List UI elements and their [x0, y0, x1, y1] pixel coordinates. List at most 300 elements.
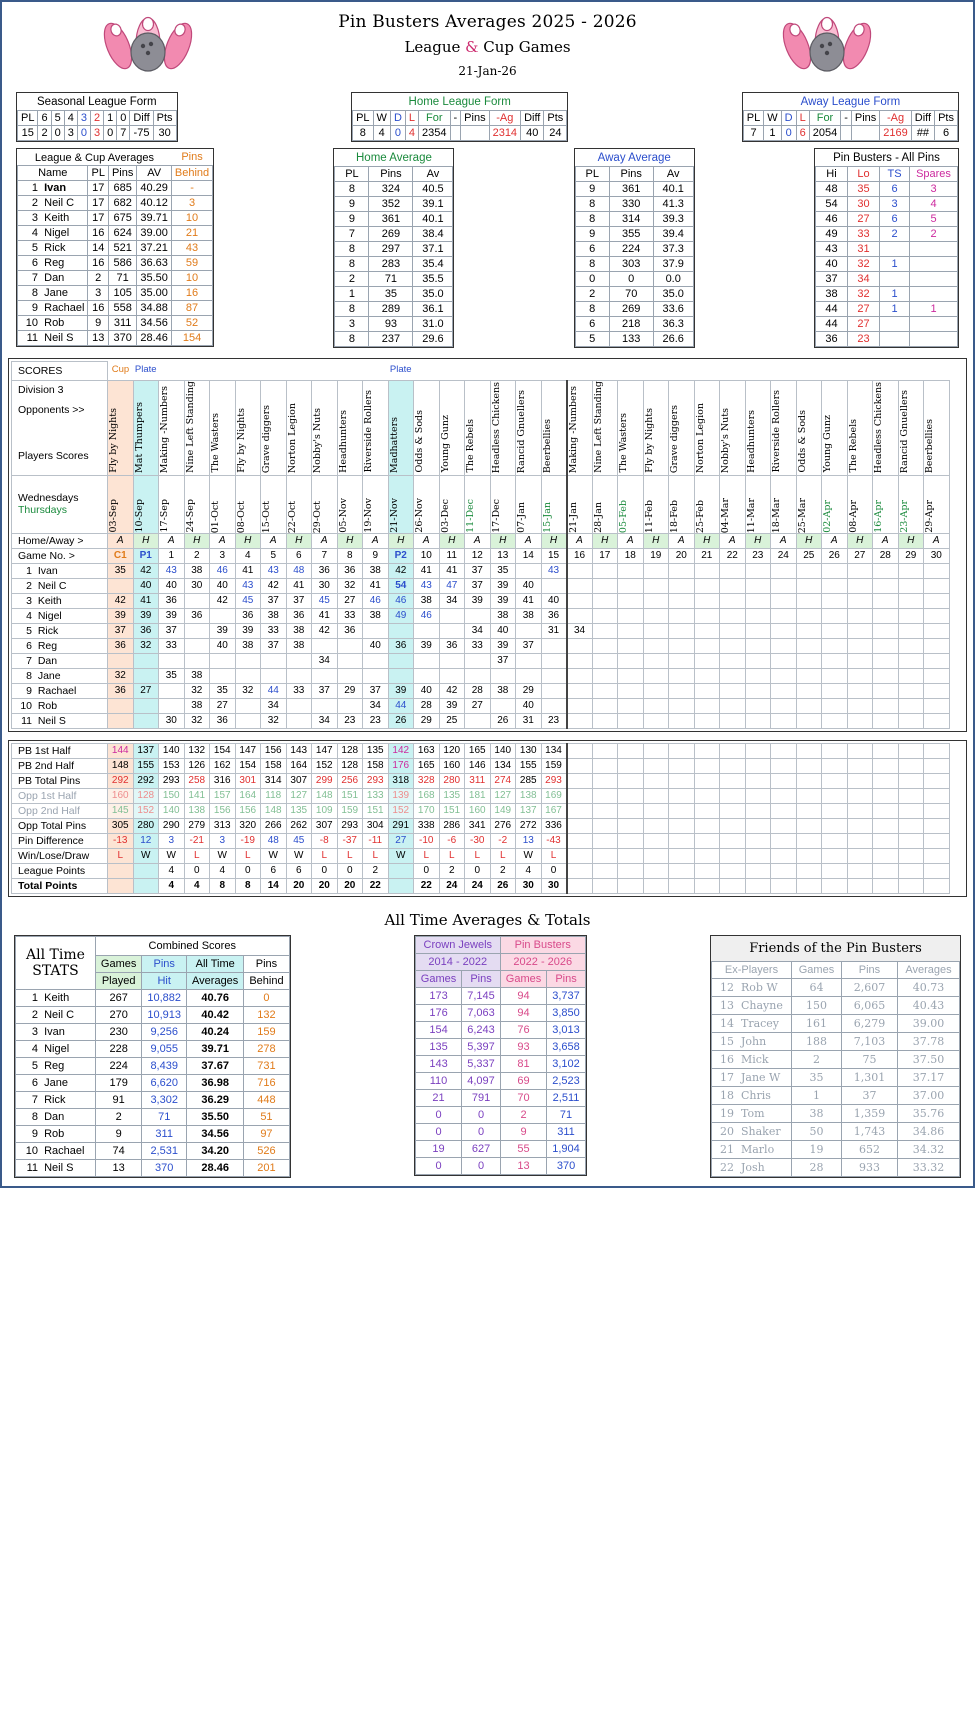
- home-away-6: A: [261, 533, 287, 548]
- sf-v-5: 3: [90, 126, 103, 141]
- sf-v-8: -75: [130, 126, 153, 141]
- ap-2-2: 6: [880, 212, 910, 227]
- aa-10-1: 133: [609, 332, 653, 347]
- fr-h-ex: Ex-Players: [711, 961, 791, 978]
- score-neil-c-27: [796, 578, 822, 593]
- totals-6-13: -6: [439, 833, 465, 848]
- score-neil-s-22: [669, 713, 695, 728]
- score-reg-23: [694, 638, 720, 653]
- af-v-ag: 2169: [880, 126, 911, 141]
- ap-4-3: [910, 242, 958, 257]
- totals-6-29: [847, 833, 873, 848]
- totals-3-3: 141: [184, 788, 210, 803]
- score-dan-10: [363, 653, 389, 668]
- totals-3-18: [567, 788, 593, 803]
- game-no-12: 10: [414, 548, 440, 563]
- alltime-pins-6: 3,302: [142, 1091, 187, 1108]
- lca-pins-6: 71: [108, 271, 136, 286]
- cj-games-3: 135: [415, 1038, 461, 1055]
- totals-9-24: [720, 878, 746, 893]
- date-14: [465, 475, 491, 533]
- cj-games-2: 154: [415, 1021, 461, 1038]
- score-rob-1: [133, 698, 159, 713]
- lca-name-2: 3 Keith: [18, 211, 88, 226]
- score-jane-2: 35: [159, 668, 185, 683]
- totals-6-4: 3: [210, 833, 236, 848]
- opponent-name: Fly by Nights: [108, 408, 119, 473]
- friends-table: [711, 961, 960, 1177]
- totals-1-16: 155: [516, 758, 542, 773]
- totals-0-0: 144: [108, 743, 134, 758]
- score-nigel-25: [745, 608, 771, 623]
- totals-8-8: 0: [312, 863, 338, 878]
- score-neil-s-27: [796, 713, 822, 728]
- date-20: [618, 475, 644, 533]
- home-away-10: A: [363, 533, 389, 548]
- totals-6-9: -37: [337, 833, 363, 848]
- table-row: [12, 578, 950, 593]
- alltime-pins-7: 71: [142, 1108, 187, 1125]
- opponent-23: [694, 381, 720, 476]
- table-row: [575, 257, 693, 272]
- cj-h-pins: Pins: [462, 970, 501, 987]
- game-no-25: 23: [745, 548, 771, 563]
- opponent-20: [618, 381, 644, 476]
- totals-0-27: [796, 743, 822, 758]
- table-row: [816, 242, 958, 257]
- score-neil-c-8: 30: [312, 578, 338, 593]
- score-rachael-23: [694, 683, 720, 698]
- totals-4-32: [924, 803, 950, 818]
- table-row: [12, 788, 950, 803]
- alltime-pins-0: 10,882: [142, 989, 187, 1006]
- af-h-diff: Diff: [911, 111, 934, 126]
- opponent-5: [235, 381, 261, 476]
- ha-8-2: 36.1: [413, 302, 453, 317]
- totals-0-30: [873, 743, 899, 758]
- totals-6-14: -30: [465, 833, 491, 848]
- table-row: [816, 317, 958, 332]
- table-row: [12, 833, 950, 848]
- totals-3-15: 127: [490, 788, 516, 803]
- ap-1-2: 3: [880, 197, 910, 212]
- player-row-reg: 6 Reg: [12, 638, 108, 653]
- totals-label-4: Opp 2nd Half: [12, 803, 108, 818]
- ha-7-2: 35.0: [413, 287, 453, 302]
- totals-4-18: [567, 803, 593, 818]
- score-neil-s-8: 34: [312, 713, 338, 728]
- home-away-4: A: [210, 533, 236, 548]
- lca-behind-3: 21: [171, 226, 212, 241]
- table-row: [18, 226, 213, 241]
- totals-3-24: [720, 788, 746, 803]
- score-dan-5: [235, 653, 261, 668]
- tag-col-22: [669, 362, 695, 377]
- totals-1-11: 176: [388, 758, 414, 773]
- sf-h-4: 3: [77, 111, 90, 126]
- aa-h-pins: Pins: [609, 167, 653, 182]
- score-rachael-29: [847, 683, 873, 698]
- score-reg-24: [720, 638, 746, 653]
- totals-7-25: [745, 848, 771, 863]
- score-jane-24: [720, 668, 746, 683]
- tag-col-30: [873, 362, 899, 377]
- score-jane-23: [694, 668, 720, 683]
- opponent-name: Riverside Rollers: [363, 390, 374, 473]
- totals-1-3: 126: [184, 758, 210, 773]
- scores-side-labels: [12, 381, 108, 476]
- opponent-11: [388, 381, 414, 476]
- score-rachael-14: 28: [465, 683, 491, 698]
- totals-7-26: [771, 848, 797, 863]
- home-away-19: H: [592, 533, 618, 548]
- alltime-h-avg-1: All Time: [187, 955, 244, 972]
- totals-0-22: [669, 743, 695, 758]
- score-rachael-2: [159, 683, 185, 698]
- tag-col-21: [643, 362, 669, 377]
- totals-3-0: 160: [108, 788, 134, 803]
- totals-7-1: W: [133, 848, 159, 863]
- date-label: 01-Oct: [210, 500, 221, 533]
- alltime-games-1: 270: [95, 1006, 141, 1023]
- table-row: [415, 1055, 585, 1072]
- alltime-avg-3: 39.71: [187, 1040, 244, 1057]
- score-ivan-13: 41: [439, 563, 465, 578]
- opponent-name: Grave diggers: [669, 404, 680, 473]
- score-jane-19: [592, 668, 618, 683]
- totals-0-11: 142: [388, 743, 414, 758]
- hf-v-for: 2354: [419, 126, 450, 141]
- table-row: [12, 381, 950, 476]
- alltime-behind-9: 526: [244, 1142, 289, 1159]
- score-jane-22: [669, 668, 695, 683]
- score-nigel-29: [847, 608, 873, 623]
- totals-5-6: 266: [261, 818, 287, 833]
- score-rob-11: 44: [388, 698, 414, 713]
- totals-4-6: 148: [261, 803, 287, 818]
- totals-7-9: L: [337, 848, 363, 863]
- score-rick-27: [796, 623, 822, 638]
- game-no-27: 25: [796, 548, 822, 563]
- totals-0-2: 140: [159, 743, 185, 758]
- lca-pl-6: 2: [88, 271, 108, 286]
- seasonal-form-caption: Seasonal League Form: [37, 96, 157, 108]
- totals-6-21: [643, 833, 669, 848]
- lca-name-5: 6 Reg: [18, 256, 88, 271]
- totals-3-12: 168: [414, 788, 440, 803]
- form-boxes-row: [8, 92, 967, 142]
- totals-7-14: L: [465, 848, 491, 863]
- opponent-3: [184, 381, 210, 476]
- totals-container: [8, 740, 967, 897]
- totals-7-20: [618, 848, 644, 863]
- date-9: [337, 475, 363, 533]
- score-neil-c-7: 41: [286, 578, 312, 593]
- totals-2-31: [898, 773, 924, 788]
- scores-grid-container: [8, 358, 967, 732]
- home-away-13: H: [439, 533, 465, 548]
- totals-0-6: 156: [261, 743, 287, 758]
- totals-0-15: 140: [490, 743, 516, 758]
- totals-7-16: W: [516, 848, 542, 863]
- score-keith-20: [618, 593, 644, 608]
- lca-pl-1: 17: [88, 196, 108, 211]
- totals-5-31: [898, 818, 924, 833]
- totals-3-11: 139: [388, 788, 414, 803]
- tag-col-4: [210, 362, 236, 377]
- score-rick-21: [643, 623, 669, 638]
- af-v-w: 1: [764, 126, 781, 141]
- totals-6-19: [592, 833, 618, 848]
- score-jane-8: [312, 668, 338, 683]
- alltime-games-5: 179: [95, 1074, 141, 1091]
- date-label: 15-Jan: [541, 501, 553, 533]
- score-nigel-10: 38: [363, 608, 389, 623]
- game-no-17: 15: [541, 548, 567, 563]
- totals-9-5: 8: [235, 878, 261, 893]
- score-rick-29: [847, 623, 873, 638]
- table-row: [18, 196, 213, 211]
- score-jane-20: [618, 668, 644, 683]
- totals-8-7: 6: [286, 863, 312, 878]
- score-reg-13: 36: [439, 638, 465, 653]
- totals-4-10: 151: [363, 803, 389, 818]
- lca-behind-0: -: [171, 181, 212, 196]
- af-v-d: 0: [781, 126, 796, 141]
- score-nigel-28: [822, 608, 848, 623]
- totals-9-21: [643, 878, 669, 893]
- scores-label: SCORES: [12, 362, 108, 381]
- sf-h-5: 2: [90, 111, 103, 126]
- score-jane-21: [643, 668, 669, 683]
- totals-3-1: 128: [133, 788, 159, 803]
- totals-6-7: 45: [286, 833, 312, 848]
- totals-7-24: [720, 848, 746, 863]
- opponent-name: Headhunters: [745, 409, 757, 473]
- af-v-diff: ##: [911, 126, 934, 141]
- totals-9-1: [133, 878, 159, 893]
- totals-6-10: -11: [363, 833, 389, 848]
- totals-3-13: 135: [439, 788, 465, 803]
- away-league-form-box: [742, 92, 959, 142]
- all-pins-box: [814, 148, 959, 348]
- totals-1-4: 162: [210, 758, 236, 773]
- totals-2-6: 314: [261, 773, 287, 788]
- totals-8-9: 0: [337, 863, 363, 878]
- table-row: [575, 302, 693, 317]
- away-average-table: [575, 166, 694, 347]
- opponent-19: [592, 381, 618, 476]
- lca-name-4: 5 Rick: [18, 241, 88, 256]
- score-rachael-17: [541, 683, 567, 698]
- opponent-name: Nine Left Standing: [184, 381, 196, 473]
- aa-5-1: 303: [609, 257, 653, 272]
- totals-1-31: [898, 758, 924, 773]
- tag-col-28: [822, 362, 848, 377]
- date-19: [592, 475, 618, 533]
- table-row: [711, 1122, 959, 1140]
- totals-0-4: 154: [210, 743, 236, 758]
- lca-name-6: 7 Dan: [18, 271, 88, 286]
- totals-5-29: [847, 818, 873, 833]
- totals-2-8: 299: [312, 773, 338, 788]
- alltime-combined-table: [15, 936, 290, 1177]
- table-row: [12, 593, 950, 608]
- totals-1-21: [643, 758, 669, 773]
- ap-rows: [816, 182, 958, 347]
- totals-5-13: 286: [439, 818, 465, 833]
- totals-1-15: 134: [490, 758, 516, 773]
- date-label: 25-Feb: [694, 499, 706, 533]
- ap-7-1: 32: [848, 287, 880, 302]
- ap-5-2: 1: [880, 257, 910, 272]
- aa-1-2: 41.3: [653, 197, 693, 212]
- score-nigel-16: 38: [516, 608, 542, 623]
- totals-5-4: 313: [210, 818, 236, 833]
- af-h-ag: -Ag: [880, 111, 911, 126]
- date-label: 03-Sep: [108, 499, 119, 533]
- home-away-15: H: [490, 533, 516, 548]
- score-keith-18: [567, 593, 593, 608]
- totals-6-30: [873, 833, 899, 848]
- opponent-14: [465, 381, 491, 476]
- totals-5-10: 304: [363, 818, 389, 833]
- totals-6-25: [745, 833, 771, 848]
- totals-5-12: 338: [414, 818, 440, 833]
- score-keith-15: 39: [490, 593, 516, 608]
- score-rick-3: [184, 623, 210, 638]
- pb-pins-1: 3,850: [547, 1004, 586, 1021]
- score-neil-c-2: 40: [159, 578, 185, 593]
- lca-caption: League & Cup Averages: [34, 152, 154, 164]
- score-ivan-22: [669, 563, 695, 578]
- score-rob-0: [108, 698, 134, 713]
- home-away-20: A: [618, 533, 644, 548]
- score-ivan-9: 36: [337, 563, 363, 578]
- date-label: 29-Oct: [312, 500, 323, 533]
- alltime-name-2: 3 Ivan: [16, 1023, 96, 1040]
- totals-3-6: 118: [261, 788, 287, 803]
- friends-avg-8: 34.86: [897, 1122, 959, 1140]
- score-nigel-19: [592, 608, 618, 623]
- date-label: 26-Nov: [414, 498, 425, 533]
- score-keith-27: [796, 593, 822, 608]
- page-date: 21-Jan-26: [458, 64, 517, 78]
- tag-col-25: [745, 362, 771, 377]
- lca-behind-4: 43: [171, 241, 212, 256]
- totals-0-8: 147: [312, 743, 338, 758]
- totals-5-7: 262: [286, 818, 312, 833]
- cj-games-9: 19: [415, 1140, 461, 1157]
- score-ivan-5: 41: [235, 563, 261, 578]
- totals-3-21: [643, 788, 669, 803]
- totals-8-21: [643, 863, 669, 878]
- totals-5-23: [694, 818, 720, 833]
- score-keith-8: 45: [312, 593, 338, 608]
- score-reg-6: 37: [261, 638, 287, 653]
- game-no-5: 4: [235, 548, 261, 563]
- table-row: [12, 475, 950, 533]
- score-rob-26: [771, 698, 797, 713]
- aa-h-av: Av: [653, 167, 693, 182]
- score-nigel-27: [796, 608, 822, 623]
- totals-3-14: 181: [465, 788, 491, 803]
- opponent-name: Mat Thumpers: [133, 401, 145, 473]
- ap-7-0: 38: [816, 287, 848, 302]
- lca-av-8: 34.88: [137, 301, 172, 316]
- totals-4-17: 167: [541, 803, 567, 818]
- fr-h-pins: Pins: [841, 961, 897, 978]
- score-ivan-25: [745, 563, 771, 578]
- friends-name-2: 14 Tracey: [711, 1014, 791, 1032]
- ha-0-1: 324: [369, 182, 413, 197]
- totals-7-17: L: [541, 848, 567, 863]
- score-ivan-28: [822, 563, 848, 578]
- totals-9-30: [873, 878, 899, 893]
- league-cup-averages-box: [16, 148, 214, 347]
- totals-5-2: 290: [159, 818, 185, 833]
- lca-av-5: 36.63: [137, 256, 172, 271]
- hf-h-pins: Pins: [461, 111, 489, 126]
- alltime-name-3: 4 Nigel: [16, 1040, 96, 1057]
- friends-avg-9: 34.32: [897, 1140, 959, 1158]
- lca-av-9: 34.56: [137, 316, 172, 331]
- score-jane-6: [261, 668, 287, 683]
- opponent-10: [363, 381, 389, 476]
- opponents-label: Opponents >>: [18, 403, 85, 416]
- table-row: [575, 287, 693, 302]
- totals-8-30: [873, 863, 899, 878]
- totals-5-26: [771, 818, 797, 833]
- score-neil-s-5: [235, 713, 261, 728]
- friends-avg-0: 40.73: [897, 978, 959, 996]
- tag-col-13: [439, 362, 465, 377]
- opponent-22: [669, 381, 695, 476]
- totals-1-17: 159: [541, 758, 567, 773]
- score-keith-4: 42: [210, 593, 236, 608]
- totals-2-32: [924, 773, 950, 788]
- friends-pins-7: 1,359: [841, 1104, 897, 1122]
- table-row: [16, 1108, 290, 1125]
- score-dan-6: [261, 653, 287, 668]
- opponent-18: [567, 381, 593, 476]
- lca-pl-7: 3: [88, 286, 108, 301]
- totals-6-16: 13: [516, 833, 542, 848]
- score-reg-8: [312, 638, 338, 653]
- totals-0-19: [592, 743, 618, 758]
- home-away-32: A: [924, 533, 950, 548]
- totals-8-16: 4: [516, 863, 542, 878]
- home-away-26: A: [771, 533, 797, 548]
- table-row: [18, 211, 213, 226]
- totals-1-2: 153: [159, 758, 185, 773]
- home-average-table: [334, 166, 453, 347]
- away-form-caption: Away League Form: [800, 96, 901, 108]
- ap-6-0: 37: [816, 272, 848, 287]
- game-no-14: 12: [465, 548, 491, 563]
- ha-4-0: 8: [335, 242, 369, 257]
- ap-1-1: 30: [848, 197, 880, 212]
- alltime-name-6: 7 Rick: [16, 1091, 96, 1108]
- totals-5-30: [873, 818, 899, 833]
- ha-7-0: 1: [335, 287, 369, 302]
- aa-0-2: 40.1: [653, 182, 693, 197]
- pb-pins-9: 1,904: [547, 1140, 586, 1157]
- cj-pins-6: 791: [462, 1089, 501, 1106]
- totals-3-31: [898, 788, 924, 803]
- table-row: [12, 848, 950, 863]
- alltime-behind-1: 132: [244, 1006, 289, 1023]
